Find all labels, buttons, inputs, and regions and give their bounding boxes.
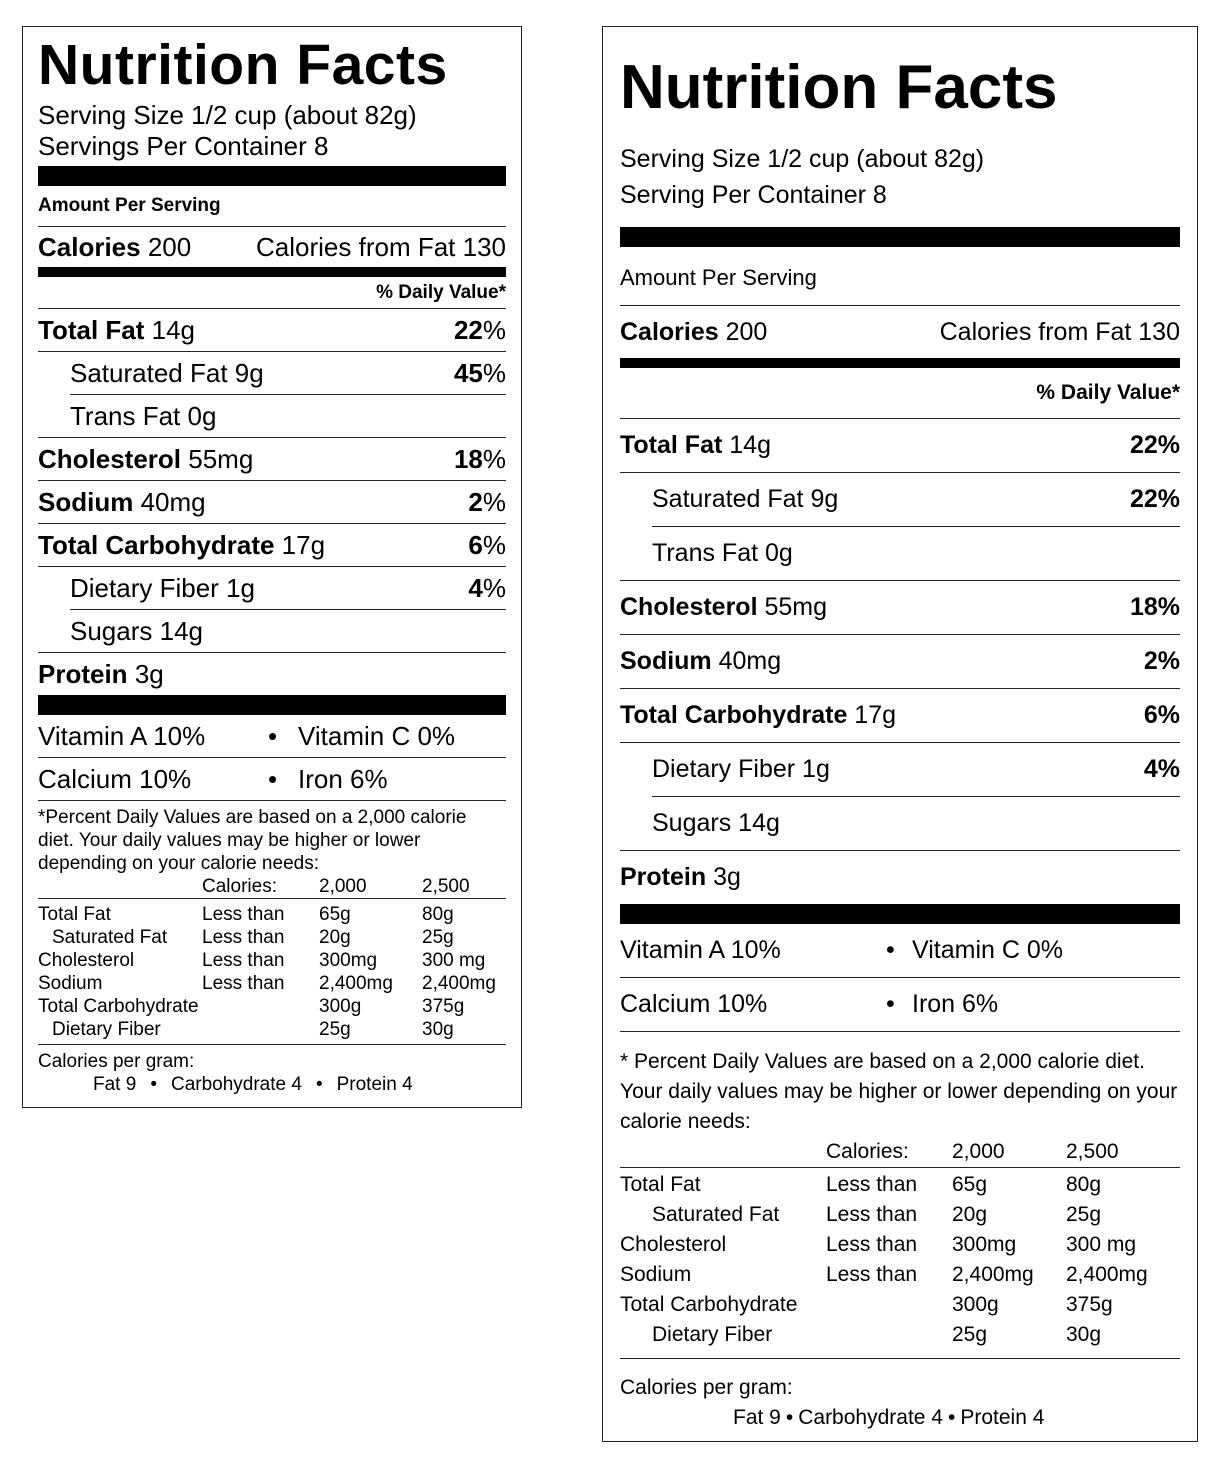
calories-from-fat: Calories from Fat 130	[939, 317, 1180, 346]
nutrient-name: Protein	[38, 658, 128, 689]
table-row: Cholesterol Less than 300mg 300 mg	[620, 1233, 1137, 1256]
nutrient-name: Total Fat	[620, 431, 723, 459]
nutrient-row-total-carbohydrate	[38, 524, 506, 567]
vitamin-c: Vitamin C 0%	[912, 936, 1063, 964]
nutrient-dv: 45%	[453, 357, 506, 388]
calories-label: Calories	[38, 231, 141, 262]
nutrient-row-sodium	[38, 481, 506, 524]
calories-per-gram-label: Calories per gram:	[38, 1051, 195, 1072]
table-row: Total Carbohydrate 300g 375g	[620, 1293, 1113, 1316]
nutrient-row-protein	[38, 653, 506, 695]
medium-divider	[38, 267, 506, 277]
nutrient-row-dietary-fiber	[70, 567, 506, 610]
nutrient-name: Sugars	[652, 809, 732, 837]
nutrient-row-sugars	[620, 797, 1180, 851]
nutrient-name: Total Fat	[38, 314, 145, 345]
daily-value-header	[38, 277, 506, 309]
daily-value-header	[620, 368, 1180, 419]
calories-row	[38, 227, 506, 267]
nutrient-amount: 0g	[187, 400, 217, 431]
thick-divider	[620, 227, 1180, 247]
vitamin-a: Vitamin A 10%	[620, 936, 781, 964]
nutrient-amount: 1g	[226, 572, 255, 603]
calories-value: 200	[147, 231, 192, 262]
nutrient-amount: 40mg	[140, 486, 206, 517]
daily-value-header-text: % Daily Value*	[1036, 381, 1180, 404]
vitamin-row	[620, 924, 1180, 978]
footnote: * Percent Daily Values are based on a 2,000 calorie diet. Your daily values may be higher or lower depending on your calorie needs:	[620, 1050, 1178, 1133]
nutrient-row-total-carbohydrate	[620, 689, 1180, 743]
bullet: •	[886, 936, 895, 964]
iron: Iron 6%	[912, 990, 999, 1018]
label-title: Nutrition Facts	[620, 53, 1058, 122]
nutrient-row-sodium	[620, 635, 1180, 689]
nutrient-dv: 2%	[468, 486, 506, 517]
nutrient-row-dietary-fiber	[652, 743, 1180, 797]
nutrient-amount: 17g	[281, 529, 326, 560]
table-row: Saturated Fat Less than 20g 25g	[52, 927, 454, 948]
nutrient-row-trans-fat	[38, 395, 506, 438]
nutrient-name: Dietary Fiber	[70, 572, 219, 603]
nutrient-name: Saturated Fat	[652, 485, 804, 513]
nutrient-row-sugars	[38, 610, 506, 653]
nutrient-amount: 3g	[713, 863, 741, 891]
nutrient-row-saturated-fat	[652, 473, 1180, 527]
nutrient-row-cholesterol	[38, 438, 506, 481]
nutrient-row-total-fat	[620, 419, 1180, 473]
daily-value-header-text: % Daily Value*	[376, 281, 506, 303]
calcium: Calcium 10%	[620, 990, 768, 1018]
vitamin-c: Vitamin C 0%	[298, 720, 456, 751]
bullet: •	[268, 763, 278, 794]
thick-divider	[38, 166, 506, 186]
nutrient-name: Cholesterol	[38, 443, 182, 474]
daily-values-table	[620, 1137, 1180, 1359]
nutrient-name: Sugars	[70, 615, 153, 646]
nutrient-dv: 22%	[453, 314, 506, 345]
nutrient-dv: 18%	[1129, 593, 1180, 621]
nutrient-amount: 0g	[765, 539, 793, 567]
nutrient-name: Trans Fat	[652, 539, 759, 567]
table-row: Sodium Less than 2,400mg 2,400mg	[38, 973, 496, 994]
calories-per-gram-values: Fat 9 • Carbohydrate 4 • Protein 4	[93, 1074, 413, 1095]
nutrient-name: Total Carbohydrate	[38, 529, 275, 560]
amount-per-serving: Amount Per Serving	[38, 186, 506, 227]
nutrient-amount: 14g	[738, 809, 780, 837]
nutrient-dv: 22%	[1129, 431, 1180, 459]
nutrient-name: Trans Fat	[70, 400, 181, 431]
table-row: Dietary Fiber 25g 30g	[38, 1018, 506, 1045]
amount-per-serving: Amount Per Serving	[620, 251, 1180, 306]
nutrient-dv: 18%	[453, 443, 506, 474]
calories-per-gram	[620, 1359, 1180, 1433]
mineral-row	[620, 978, 1180, 1032]
nutrient-dv: 22%	[1129, 485, 1180, 513]
daily-values-table	[38, 875, 506, 1045]
servings-per-container: Serving Per Container 8	[620, 181, 887, 209]
table-row: Saturated Fat Less than 20g 25g	[652, 1203, 1102, 1226]
nutrient-row-trans-fat	[620, 527, 1180, 581]
calories-per-gram	[38, 1045, 506, 1096]
servings-per-container: Servings Per Container 8	[38, 131, 329, 161]
thick-divider	[620, 904, 1180, 924]
nutrient-amount: 14g	[729, 431, 771, 459]
nutrient-amount: 14g	[151, 314, 196, 345]
nutrient-amount: 40mg	[718, 647, 782, 675]
nutrient-amount: 17g	[854, 701, 897, 729]
nutrient-dv: 2%	[1143, 647, 1180, 675]
iron: Iron 6%	[298, 763, 388, 794]
nutrient-name: Dietary Fiber	[652, 755, 796, 783]
calories-per-gram-label: Calories per gram:	[620, 1376, 793, 1399]
vitamin-row	[38, 715, 506, 758]
calcium: Calcium 10%	[38, 763, 192, 794]
nutrient-dv: 4%	[1143, 755, 1180, 783]
table-row: Total Fat Less than 65g 80g	[620, 1173, 1102, 1196]
table-row: Total Carbohydrate 300g 375g	[38, 996, 465, 1017]
nutrient-amount: 9g	[810, 485, 839, 513]
nutrition-label-left	[22, 26, 522, 1108]
mineral-row	[38, 758, 506, 801]
calories-from-fat: Calories from Fat 130	[256, 231, 506, 262]
nutrient-row-total-fat	[38, 309, 506, 352]
calories-per-gram-values: Fat 9 • Carbohydrate 4 • Protein 4	[733, 1406, 1045, 1429]
nutrient-row-saturated-fat	[70, 352, 506, 395]
nutrient-name: Sodium	[38, 486, 134, 517]
nutrient-row-protein	[620, 851, 1180, 904]
bullet: •	[268, 720, 278, 751]
calories-value: 200	[725, 317, 768, 346]
nutrient-dv: 4%	[468, 572, 506, 603]
nutrient-name: Total Carbohydrate	[620, 701, 848, 729]
thick-divider	[38, 695, 506, 715]
nutrient-amount: 55mg	[764, 593, 828, 621]
daily-values-header: Calories: 2,000 2,500	[38, 875, 506, 899]
nutrient-name: Saturated Fat	[70, 357, 228, 388]
nutrient-row-cholesterol	[620, 581, 1180, 635]
nutrient-name: Sodium	[620, 647, 712, 675]
bullet: •	[886, 990, 895, 1018]
calories-row	[620, 306, 1180, 358]
nutrient-amount: 14g	[159, 615, 204, 646]
serving-size: Serving Size 1/2 cup (about 82g)	[620, 145, 985, 173]
nutrient-dv: 6%	[468, 529, 506, 560]
label-title: Nutrition Facts	[38, 33, 448, 97]
table-row: Dietary Fiber 25g 30g	[620, 1320, 1180, 1359]
serving-size: Serving Size 1/2 cup (about 82g)	[38, 100, 417, 130]
nutrient-amount: 9g	[234, 357, 264, 388]
nutrient-amount: 1g	[802, 755, 830, 783]
nutrition-label-right	[602, 26, 1198, 1442]
nutrient-name: Cholesterol	[620, 593, 758, 621]
table-row: Cholesterol Less than 300mg 300 mg	[38, 950, 486, 971]
footnote: *Percent Daily Values are based on a 2,000 calorie diet. Your daily values may be higher or lower depending on your calorie needs:	[38, 807, 467, 874]
nutrient-amount: 3g	[134, 658, 164, 689]
nutrient-dv: 6%	[1143, 701, 1180, 729]
table-row: Total Fat Less than 65g 80g	[38, 904, 454, 925]
nutrient-amount: 55mg	[188, 443, 254, 474]
nutrient-name: Protein	[620, 863, 707, 891]
table-row: Sodium Less than 2,400mg 2,400mg	[620, 1263, 1148, 1286]
calories-label: Calories	[620, 317, 719, 346]
medium-divider	[620, 358, 1180, 368]
daily-values-header: Calories: 2,000 2,500	[620, 1137, 1180, 1168]
vitamin-a: Vitamin A 10%	[38, 720, 206, 751]
